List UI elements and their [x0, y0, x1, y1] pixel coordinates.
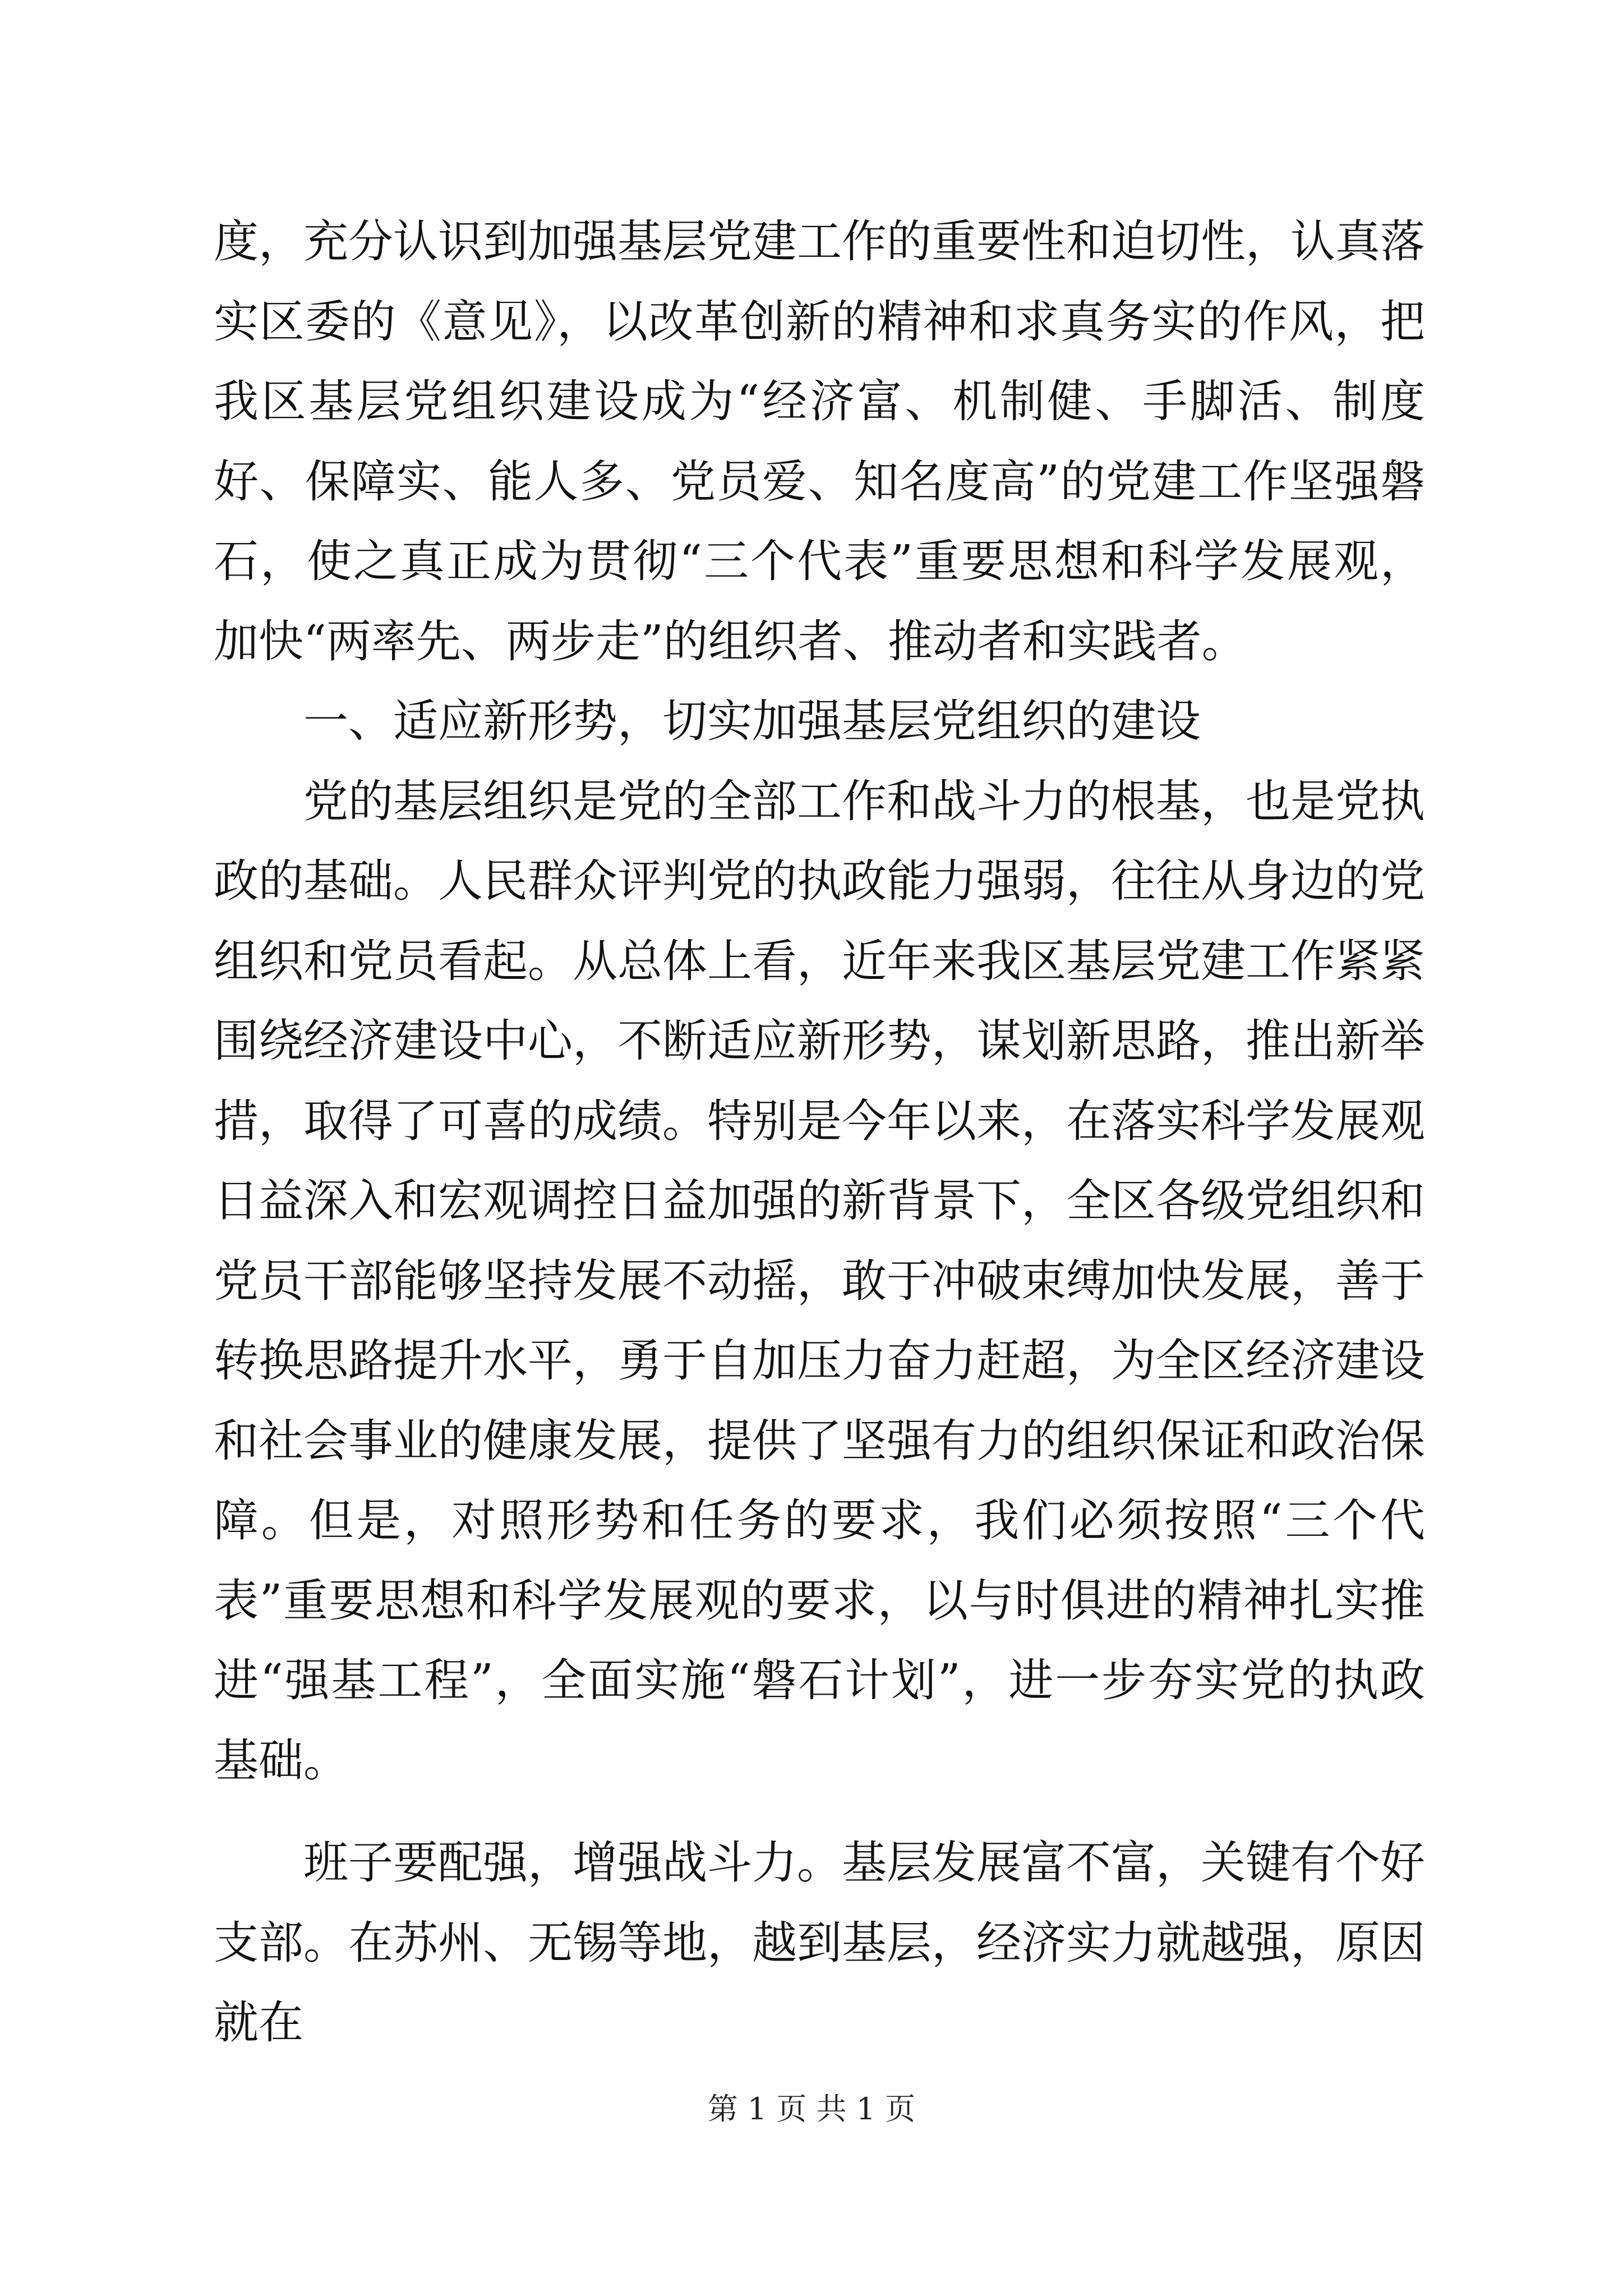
page-footer: 第 1 页 共 1 页	[707, 2091, 916, 2127]
document-body	[214, 202, 1425, 2063]
paragraph: 班子要配强，增强战斗力。基层发展富不富，关键有个好支部。在苏州、无锡等地，越到基层，经济实力就越强，原因就在	[214, 1837, 1425, 2049]
paragraph: 党的基层组织是党的全部工作和战斗力的根基，也是党执政的基础。人民群众评判党的执政能力强弱，往往从身边的党组织和党员看起。从总体上看，近年来我区基层党建工作紧紧围绕经济建设中心，不断适应新形势，谋划新思路，推出新举措，取得了可喜的成绩。特别是今年以来，在落实科学发展观日益深入和宏观调控日益加强的新背景下，全区各级党组织和党员干部能够坚持发展不动摇，敢于冲破束缚加快发展，善于转换思路提升水平，勇于自加压力奋力赶超，为全区经济建设和社会事业的健康发展，提供了坚强有力的组织保证和政治保障。但是，对照形势和任务的要求，我们必须按照“三个代表”重要思想和科学发展观的要求，以与时俱进的精神扎实推进“强基工程”，全面实施“磐石计划”，进一步夯实党的执政基础。	[214, 775, 1425, 1787]
paragraph-continuation: 度，充分认识到加强基层党建工作的重要性和迫切性，认真落实区委的《意见》，以改革创新的精神和求真务实的作风，把我区基层党组织建设成为“经济富、机制健、手脚活、制度好、保障实、能人多、党员爱、知名度高”的党建工作坚强磐石，使之真正成为贯彻“三个代表”重要思想和科学发展观，加快“两率先、两步走”的组织者、推动者和实践者。	[214, 215, 1425, 668]
section-heading: 一、适应新形势，切实加强基层党组织的建设	[303, 695, 1201, 747]
